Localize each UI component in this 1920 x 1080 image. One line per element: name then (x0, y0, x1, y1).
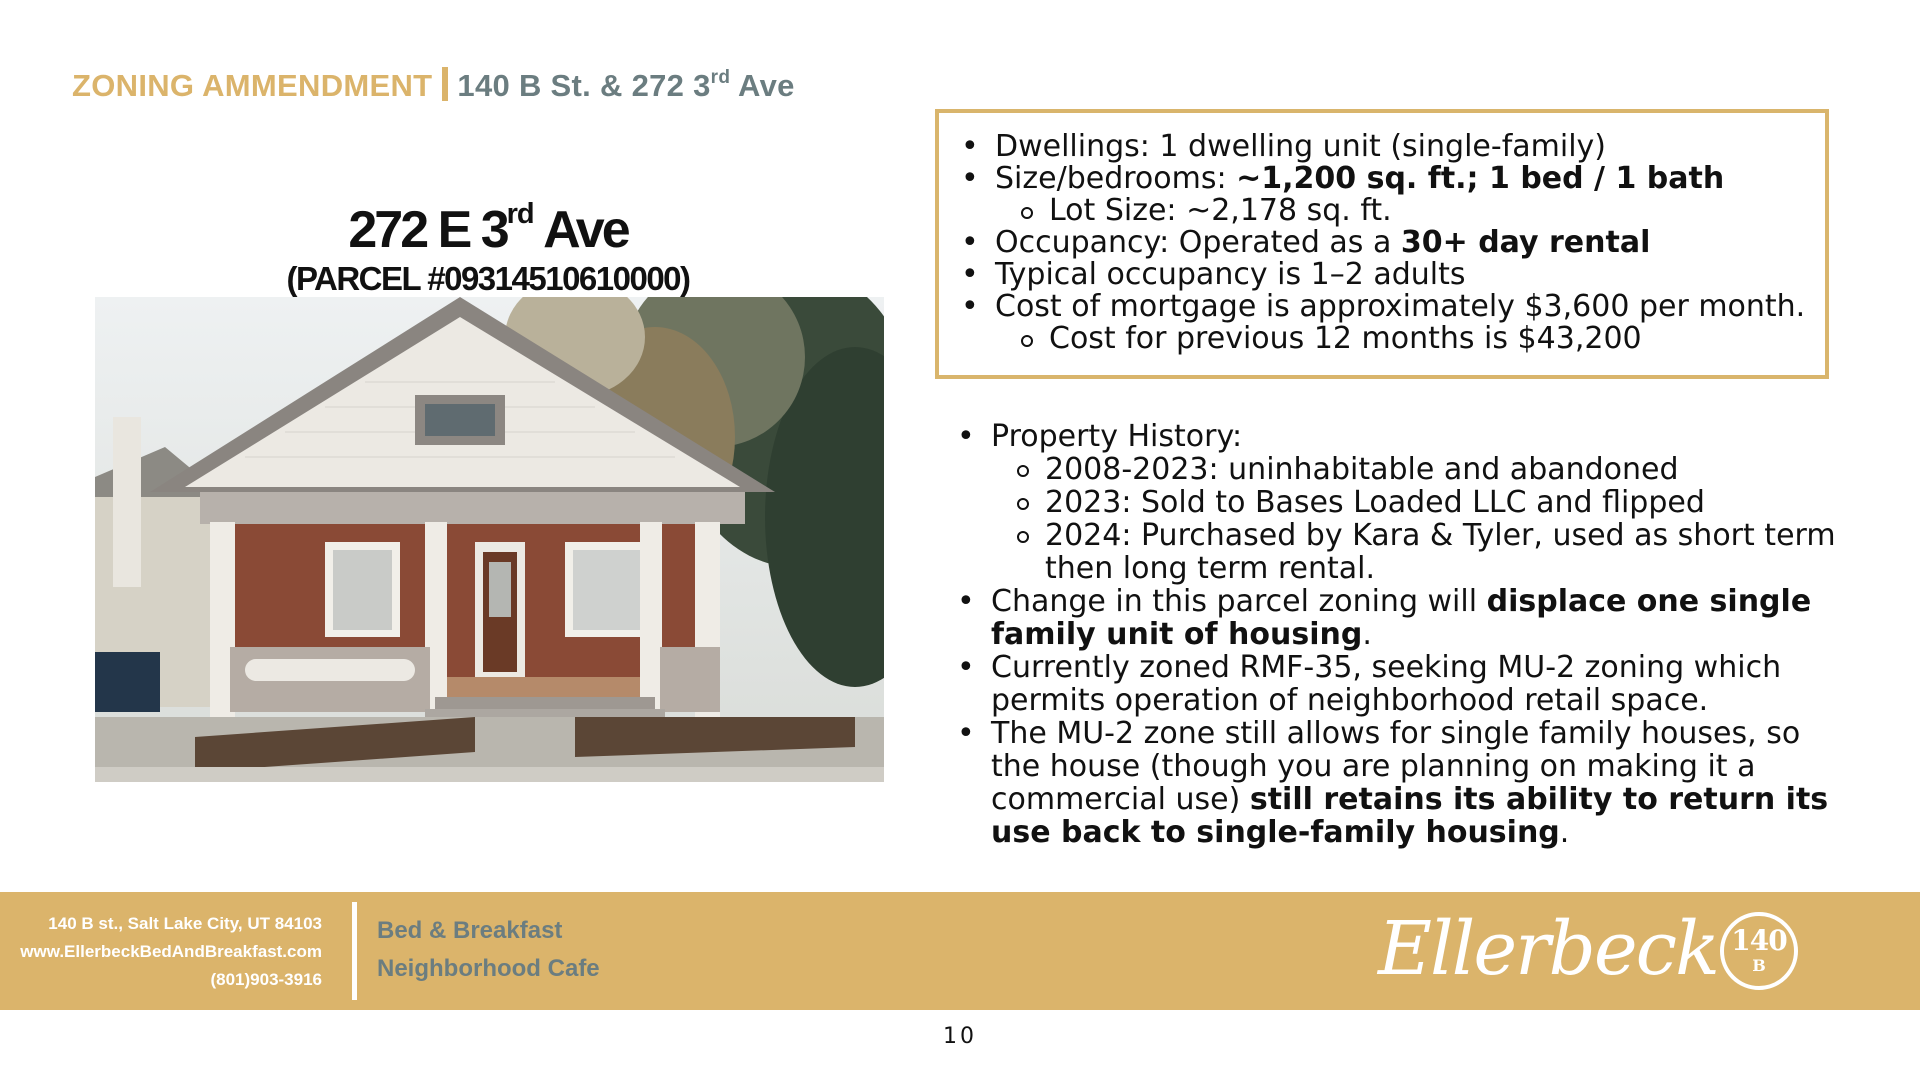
property-facts-box (935, 109, 1829, 379)
service-item: Neighborhood Cafe (377, 955, 600, 982)
list-item: • Currently zoned RMF-35, seeking MU-2 zoning which permits operation of neighborhood retail space. (955, 651, 1845, 717)
footer-website[interactable]: www.EllerbeckBedAndBreakfast.com (20, 942, 322, 961)
list-item: • Property History: 2008-2023: uninhabitable and abandoned 2023: Sold to Bases Loaded LLC and flipped 2024: Purchased by Kara & Tyler, used as short term then long term rental. (955, 420, 1845, 585)
footer-address: 140 B st., Salt Lake City, UT 84103 (48, 914, 322, 933)
header-title: ZONING AMMENDMENT (72, 68, 433, 103)
list-item: • Dwellings: 1 dwelling unit (single-family) (959, 131, 1807, 163)
list-item: • Occupancy: Operated as a 30+ day rental (959, 227, 1807, 259)
footer-band (0, 892, 1920, 1010)
list-item: • Typical occupancy is 1–2 adults (959, 259, 1807, 291)
footer-divider (352, 902, 357, 1000)
list-item: Lot Size: ~2,178 sq. ft. (995, 195, 1807, 227)
house-photo (95, 297, 884, 782)
list-item: • Cost of mortgage is approximately $3,600 per month. Cost for previous 12 months is $43,200 (959, 291, 1807, 355)
history-section (955, 420, 1845, 849)
footer-phone: (801)903-3916 (210, 970, 322, 989)
service-item: Bed & Breakfast (377, 917, 563, 944)
facts-list (959, 131, 1807, 355)
page-number: 10 (943, 1024, 977, 1049)
list-item: • Size/bedrooms: ~1,200 sq. ft.; 1 bed / 1 bath Lot Size: ~2,178 sq. ft. (959, 163, 1807, 227)
list-item: • Change in this parcel zoning will displace one single family unit of housing. (955, 585, 1845, 651)
property-title: 272 E 3rd Ave (348, 198, 628, 259)
list-item: 2023: Sold to Bases Loaded LLC and flipped (991, 486, 1845, 519)
list-item: • The MU-2 zone still allows for single family houses, so the house (though you are planning on making it a commercial use) still retains its ability to return its use back to single-family housing. (955, 717, 1845, 849)
logo-badge-icon: 140 B (1720, 912, 1798, 990)
footer-services (377, 912, 600, 988)
ellerbeck-logo (1378, 900, 1818, 1004)
logo-wordmark: Ellerbeck (1378, 906, 1718, 992)
list-item: 2024: Purchased by Kara & Tyler, used as short term then long term rental. (991, 519, 1845, 585)
history-list (955, 420, 1845, 849)
list-item: Cost for previous 12 months is $43,200 (995, 323, 1807, 355)
header-address: 140 B St. & 272 3rd Ave (457, 67, 795, 103)
slide-header (72, 62, 795, 104)
property-title-block (78, 183, 898, 297)
header-divider (442, 67, 448, 101)
footer-contact (20, 910, 322, 994)
list-item: 2008-2023: uninhabitable and abandoned (991, 453, 1845, 486)
parcel-number: (PARCEL #09314510610000) (286, 260, 690, 297)
